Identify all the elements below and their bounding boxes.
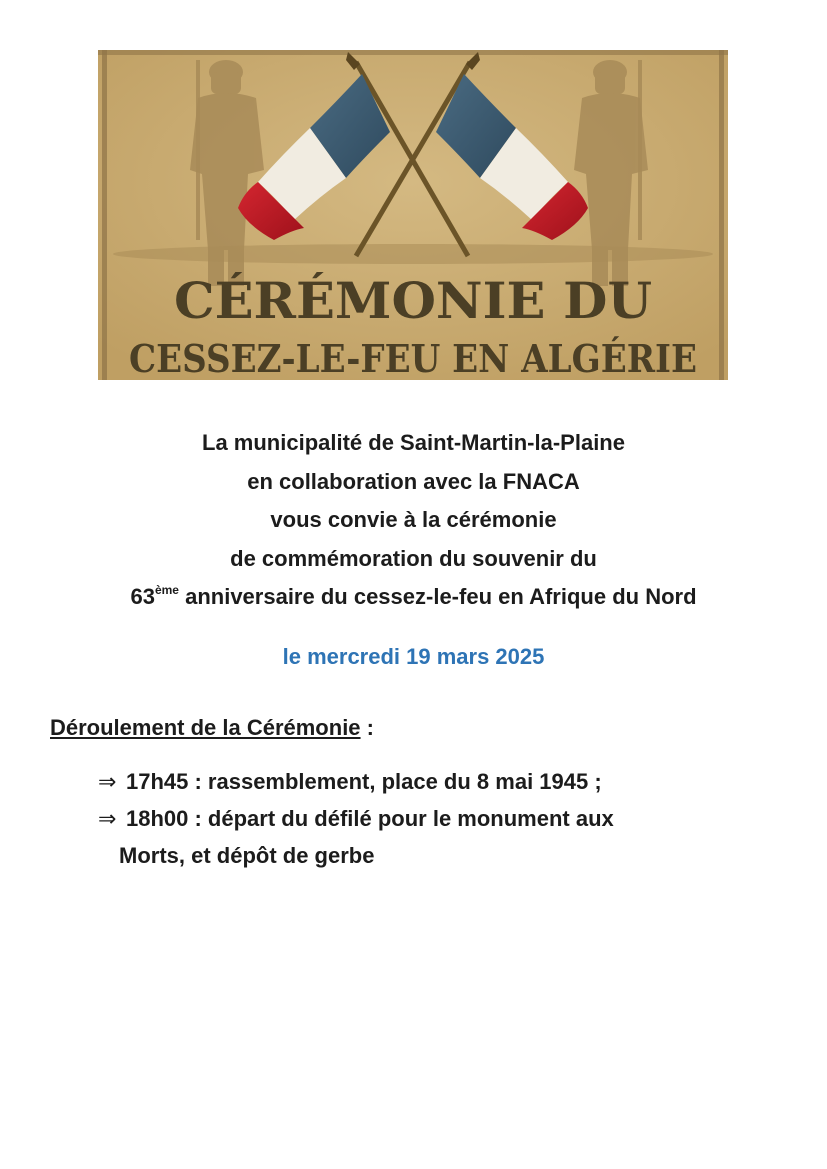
invitation-line: La municipalité de Saint-Martin-la-Plaine — [202, 430, 625, 455]
invitation-line: de commémoration du souvenir du — [230, 545, 597, 571]
program-title-text: Déroulement de la Cérémonie — [50, 715, 361, 740]
double-arrow-icon: ⇒ — [98, 807, 117, 832]
anniversary-number: 63 — [130, 584, 155, 609]
program-step — [98, 764, 758, 801]
program-title-colon: : — [360, 715, 374, 740]
step-text: 18h00 : départ du défilé pour le monument aux — [126, 806, 614, 831]
invitation-line — [0, 578, 827, 617]
double-arrow-icon: ⇒ — [98, 770, 117, 795]
banner-title-line2: CESSEZ-LE-FEU EN ALGÉRIE — [129, 336, 697, 380]
program-step — [98, 801, 758, 874]
anniversary-text: anniversaire du cessez-le-feu en Afrique du Nord — [178, 584, 697, 609]
program-steps — [98, 764, 758, 874]
step-text: 17h45 : rassemblement, place du 8 mai 1945 ; — [126, 769, 602, 794]
ceremony-date: le mercredi 19 mars 2025 — [282, 644, 545, 669]
invitation-text — [0, 424, 827, 617]
invitation-line: vous convie à la cérémonie — [270, 507, 557, 532]
step-text-continued: Morts, et dépôt de gerbe — [119, 843, 375, 868]
ceremony-banner — [98, 50, 728, 380]
banner-title-line1: CÉRÉMONIE DU — [174, 271, 652, 330]
program-title — [50, 712, 374, 744]
invitation-line: en collaboration avec la FNACA — [247, 468, 580, 494]
ordinal-suffix: ème — [154, 583, 179, 597]
